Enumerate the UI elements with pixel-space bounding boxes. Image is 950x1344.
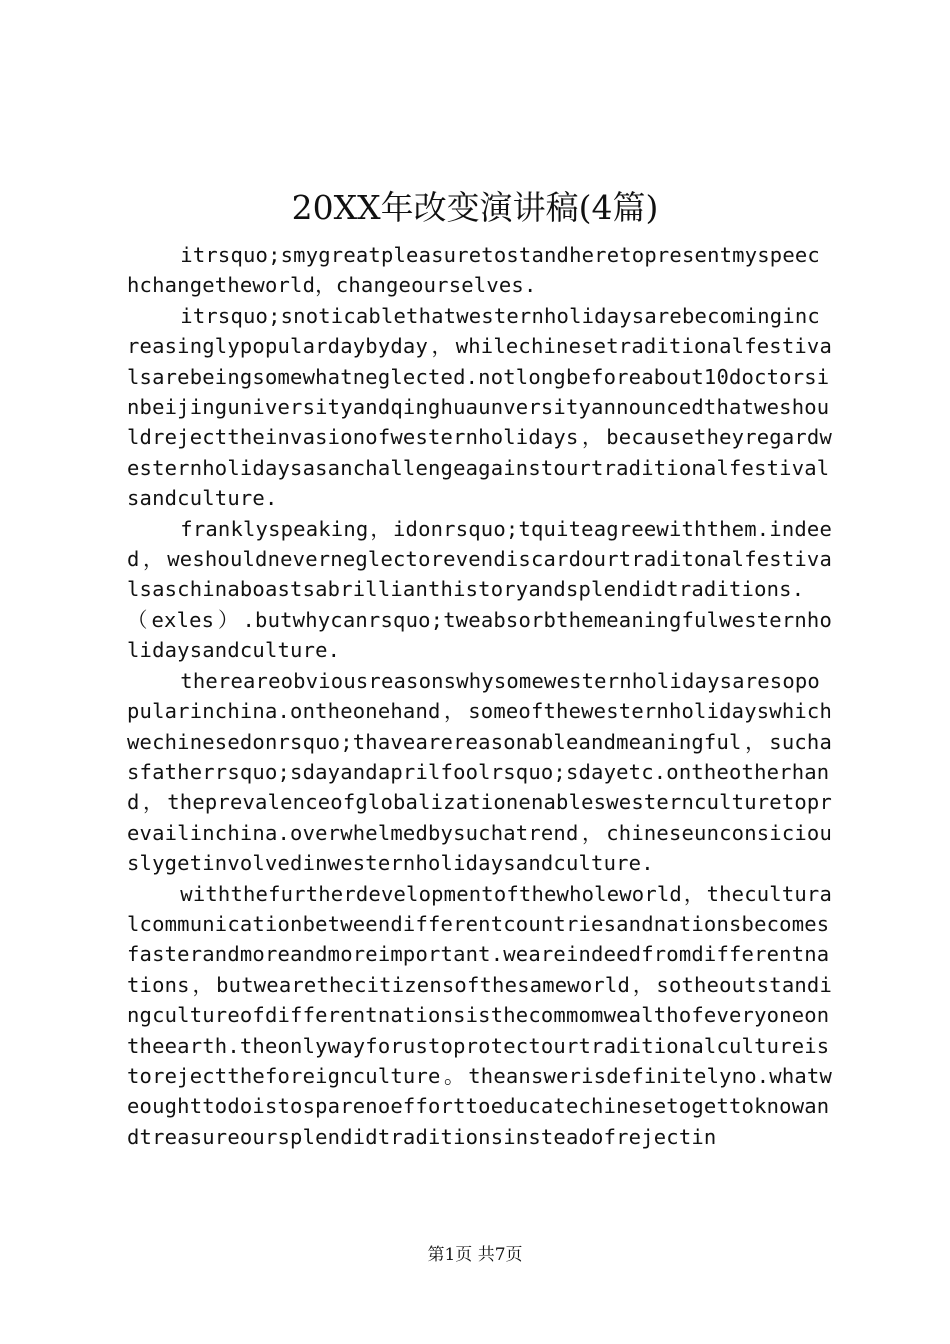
- document-body: [127, 240, 832, 1152]
- page-number-footer: 第1页 共7页: [427, 1245, 523, 1265]
- paragraph-2: itrsquo;snoticablethatwesternholidaysarebecomingincreasinglypopulardaybyday，whilechinesetraditionalfestivalsarebeingsomewhatneglected.notlongbeforeabout10doctorsinbeijinguniversityandqinghuaunversityannouncedthatweshouldrejecttheinvasionofwesternholidays，becausetheyregardwesternholidaysasanchallengeagainstourtraditionalfestivalsandculture.: [127, 303, 832, 511]
- paragraph-1: itrsquo;smygreatpleasuretostandheretopresentmyspeechchangetheworld，changeourselves.: [127, 243, 820, 298]
- document-title: 20XX年改变演讲稿(4篇): [291, 188, 659, 227]
- paragraph-4: （exles）.butwhycanrsquo;tweabsorbthemeaningfulwesternholidaysandculture.: [127, 607, 832, 663]
- paragraph-6: withthefurtherdevelopmentofthewholeworld，theculturalcommunicationbetweendifferentcountriesandnationsbecomesfasterandmoreandmoreimportant.weareindeedfromdifferentnations，butwearethecitizensofthesameworld，sotheoutstandingcultureofdifferentnationsisthecommomwealthofeveryoneontheearth.theonlywayforustoprotectourtraditionalcultureistorejecttheforeignculture。theanswerisdefinitelyno.whatweoughttodoistosparenoefforttoeducatechinesetogettoknowandtreasureoursplendidtraditionsinsteadofrejectin: [127, 881, 832, 1149]
- paragraph-5: thereareobviousreasonswhysomewesternholidaysaresopopularinchina.ontheonehand，someofthewesternholidayswhichwechinesedonrsquo;thavearereasonableandmeaningful，suchasfatherrsquo;sdayandaprilfoolrsquo;sdayetc.ontheotherhand，theprevalenceofglobalizationenableswesternculturetoprevailinchina.overwhelmedbysuchatrend，chineseunconsiciouslygetinvolvedinwesternholidaysandculture.: [127, 668, 832, 876]
- paragraph-3: franklyspeaking，idonrsquo;tquiteagreewiththem.indeed，weshouldneverneglectorevendiscardourtraditonalfestivalsaschinaboastsabrillianthistoryandsplendidtraditions.: [127, 516, 832, 602]
